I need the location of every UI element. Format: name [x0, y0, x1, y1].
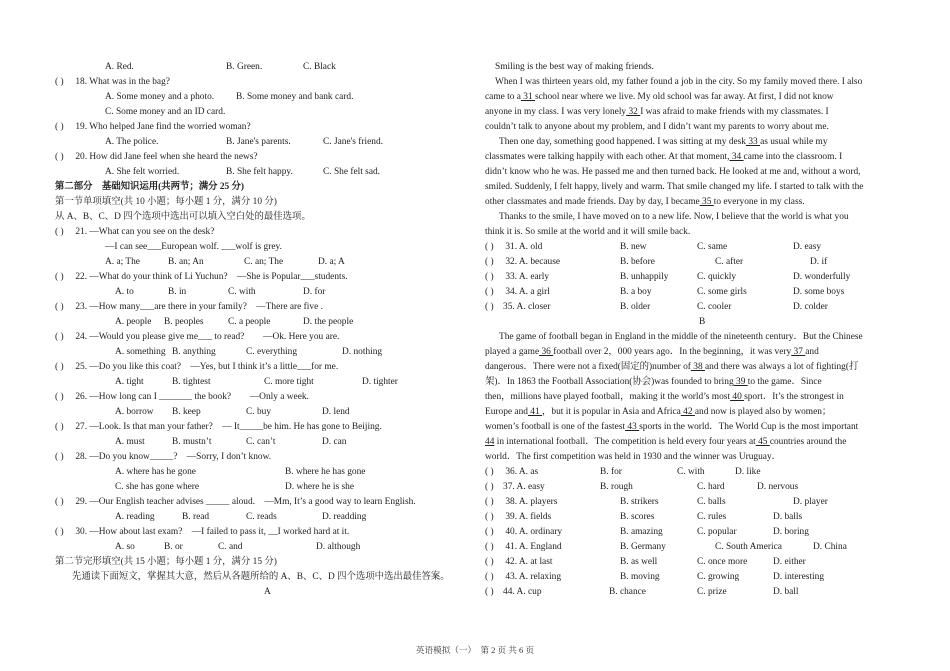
- q30-option-d: D. although: [316, 542, 361, 552]
- q44-option-b: B. chance: [609, 587, 646, 597]
- passage2-line: dangerous．There were not a fixed(固定的)number of 38 and there was always a lot of fighting(打: [485, 362, 859, 372]
- q42-option-b: B. as well: [620, 557, 658, 567]
- q31-option-b: B. new: [620, 242, 647, 252]
- passage1-title: Smiling is the best way of making friends.: [495, 62, 654, 72]
- blank-32: 32: [626, 107, 641, 117]
- q24-stem: ( ) 24. —Would you please give me___ to read? —Ok. Here you are.: [55, 332, 340, 342]
- q34-option-d: D. some boys: [793, 287, 845, 297]
- q33-option-d: D. wonderfully: [793, 272, 851, 282]
- blank-41: 41: [527, 407, 543, 417]
- q32-option-b: B. before: [620, 257, 655, 267]
- answer-bracket[interactable]: ( ): [55, 392, 64, 402]
- q17-option-a: A. Red.: [105, 62, 134, 72]
- q41-row: ( ) 41. A. England: [485, 542, 562, 552]
- q32-row: ( ) 32. A. because: [485, 257, 561, 267]
- q34-row: ( ) 34. A. a girl: [485, 287, 550, 297]
- q29-stem: ( ) 29. —Our English teacher advises _____ aloud. —Mm, It’s a good way to learn English.: [55, 497, 416, 507]
- q19-stem: ( ) 19. Who helped Jane find the worried woman?: [55, 122, 251, 132]
- passage1-line: other classmates and made friends. Day by day, I became 35 to everyone in my class.: [485, 197, 805, 207]
- blank-34: 34: [729, 152, 744, 162]
- part2-title: 第二部分 基础知识运用(共两节；满分 25 分): [55, 182, 245, 192]
- q38-option-d: D. player: [793, 497, 828, 507]
- q22-option-c: C. with: [228, 287, 256, 297]
- passage2-line: The game of football began in England in the middle of the nineteenth century．But the Chinese: [499, 332, 863, 342]
- blank-31: 31: [520, 92, 535, 102]
- answer-bracket[interactable]: ( ): [55, 77, 64, 87]
- q36-option-b: B. for: [600, 467, 622, 477]
- q19-option-c: C. Jane's friend.: [323, 137, 384, 147]
- answer-bracket[interactable]: ( ): [485, 467, 494, 477]
- q33-option-c: C. quickly: [697, 272, 737, 282]
- q29-option-a: A. reading: [115, 512, 155, 522]
- q19-option-a: A. The police.: [105, 137, 159, 147]
- q28-option-c: C. she has gone where: [115, 482, 200, 492]
- q29-option-b: B. read: [182, 512, 210, 522]
- q38-option-c: C. balls: [697, 497, 726, 507]
- passage1-line: When I was thirteen years old, my father found a job in the city. So my family moved there. I also: [495, 77, 863, 87]
- q22-stem: ( ) 22. —What do your think of Li Yuchun? —She is Popular___students.: [55, 272, 348, 282]
- q17-option-c: C. Black: [303, 62, 336, 72]
- answer-bracket[interactable]: ( ): [55, 422, 64, 432]
- q26-option-a: A. borrow: [115, 407, 154, 417]
- answer-bracket[interactable]: ( ): [485, 542, 494, 552]
- q44-row: ( ) 44. A. cup: [485, 587, 542, 597]
- q28-stem: ( ) 28. —Do you know_____? —Sorry, I don’t know.: [55, 452, 272, 462]
- q27-option-d: D. can: [322, 437, 347, 447]
- answer-bracket[interactable]: ( ): [485, 257, 494, 267]
- q41-option-b: B. Germany: [620, 542, 666, 552]
- answer-bracket[interactable]: ( ): [55, 362, 64, 372]
- q35-option-b: B. older: [620, 302, 651, 312]
- passage1-line: classmates were talking happily with each other. At that moment, 34 came into the classroom. I: [485, 152, 843, 162]
- q18-option-a: A. Some money and a photo.: [105, 92, 215, 102]
- q43-row: ( ) 43. A. relaxing: [485, 572, 562, 582]
- answer-bracket[interactable]: ( ): [55, 152, 64, 162]
- answer-bracket[interactable]: ( ): [485, 242, 494, 252]
- q33-option-b: B. unhappily: [620, 272, 669, 282]
- answer-bracket[interactable]: ( ): [55, 452, 64, 462]
- q21-option-c: C. an; The: [244, 257, 284, 267]
- q25-stem: ( ) 25. —Do you like this coat? —Yes, but I think it’s a little___for me.: [55, 362, 339, 372]
- blank-39: 39: [733, 377, 748, 387]
- q38-row: ( ) 38. A. players: [485, 497, 558, 507]
- q23-option-c: C. a people: [228, 317, 271, 327]
- answer-bracket[interactable]: ( ): [485, 497, 494, 507]
- passage2-line: then，millions have played football，making it the world’s most 40 sport．It’s the strongest in: [485, 392, 844, 402]
- answer-mark-a: A: [264, 587, 271, 597]
- q40-option-d: D. boring: [773, 527, 809, 537]
- answer-bracket[interactable]: ( ): [485, 272, 494, 282]
- q21-line2: —I can see___European wolf. ___wolf is grey.: [105, 242, 282, 252]
- q27-option-c: C. can’t: [246, 437, 276, 447]
- q39-option-c: C. rules: [697, 512, 727, 522]
- q39-option-d: D. balls: [773, 512, 803, 522]
- answer-bracket[interactable]: ( ): [485, 482, 494, 492]
- q23-option-a: A. people: [115, 317, 152, 327]
- q23-option-b: B. peoples: [164, 317, 204, 327]
- q25-option-d: D. tighter: [362, 377, 398, 387]
- q27-option-b: B. mustn’t: [172, 437, 212, 447]
- q44-option-c: C. prize: [697, 587, 727, 597]
- q43-option-c: C. growing: [697, 572, 740, 582]
- passage1-line: Thanks to the smile, I have moved on to a new life. Now, I believe that the world is what you: [499, 212, 849, 222]
- q29-option-d: D. readding: [322, 512, 367, 522]
- q18-option-c: C. Some money and an ID card.: [105, 107, 226, 117]
- section2-instructions: 先通读下面短文，掌握其大意，然后从各题所给的 A、B、C、D 四个选项中选出最佳答案。: [72, 572, 450, 582]
- q21-option-b: B. an; An: [168, 257, 204, 267]
- blank-42: 42: [680, 407, 695, 417]
- q27-option-a: A. must: [115, 437, 145, 447]
- q37-option-b: B. rough: [600, 482, 633, 492]
- answer-bracket[interactable]: ( ): [55, 122, 64, 132]
- q22-option-a: A. to: [115, 287, 134, 297]
- passage1-line: couldn’t talk to anyone about my problem, and I didn’t want my parents to worry about me.: [485, 122, 829, 132]
- q30-stem: ( ) 30. —How about last exam? —I failed to pass it, __I worked hard at it.: [55, 527, 350, 537]
- passage2-line: played a game 36 football over 2，000 years ago．In the beginning，it was very 37 and: [485, 347, 819, 357]
- section1-instructions: 从 A、B、C、D 四个选项中选出可以填入空白处的最佳选项。: [55, 212, 311, 222]
- q21-option-a: A. a; The: [105, 257, 140, 267]
- q30-option-b: B. or: [164, 542, 183, 552]
- q37-option-c: C. hard: [697, 482, 725, 492]
- q17-option-b: B. Green.: [226, 62, 263, 72]
- answer-bracket[interactable]: ( ): [55, 227, 64, 237]
- q27-stem: ( ) 27. —Look. Is that man your father? — It_____be him. He has gone to Beijing.: [55, 422, 382, 432]
- passage2-line: Europe and 41 ，but it is popular in Asia and Africa 42 and now is played also by women；: [485, 407, 832, 417]
- q39-row: ( ) 39. A. fields: [485, 512, 552, 522]
- q31-row: ( ) 31. A. old: [485, 242, 543, 252]
- passage2-line: world．The first competition was held in 1930 and the winner was Uruguay．: [485, 452, 782, 462]
- q36-option-c: C. with: [677, 467, 705, 477]
- q21-stem: ( ) 21. —What can you see on the desk?: [55, 227, 215, 237]
- q19-option-b: B. Jane's parents.: [226, 137, 291, 147]
- answer-bracket[interactable]: ( ): [485, 587, 494, 597]
- q32-option-d: D. if: [810, 257, 828, 267]
- q24-option-d: D. nothing: [342, 347, 383, 357]
- q37-option-d: D. nervous: [757, 482, 799, 492]
- q42-option-c: C. once more: [697, 557, 748, 567]
- blank-37: 37: [791, 347, 806, 357]
- q41-option-d: D. China: [813, 542, 847, 552]
- passage2-line: 架)．In 1863 the Football Association(协会)was founded to bring 39 to the game．Since: [485, 377, 822, 387]
- q35-option-d: D. colder: [793, 302, 828, 312]
- q21-option-d: D. a; A: [318, 257, 345, 267]
- q35-option-c: C. cooler: [697, 302, 732, 312]
- q31-option-c: C. same: [697, 242, 728, 252]
- q20-option-b: B. She felt happy.: [226, 167, 293, 177]
- q41-option-c: C. South America: [715, 542, 782, 552]
- answer-bracket[interactable]: ( ): [55, 497, 64, 507]
- passage2-line: women’s football is one of the fastest 43 sports in the world．The World Cup is the most important: [485, 422, 859, 432]
- answer-bracket[interactable]: ( ): [485, 527, 494, 537]
- q34-option-c: C. some girls: [697, 287, 747, 297]
- q32-option-c: C. after: [715, 257, 744, 267]
- q18-stem: ( ) 18. What was in the bag?: [55, 77, 170, 87]
- section2-title: 第二节完形填空(共 15 小题；每小题 1 分，满分 15 分): [55, 557, 277, 567]
- q20-option-a: A. She felt worried.: [105, 167, 180, 177]
- q25-option-b: B. tightest: [172, 377, 211, 387]
- q28-option-a: A. where has he gone: [115, 467, 196, 477]
- q44-option-d: D. ball: [773, 587, 799, 597]
- passage1-line: think it is. So smile at the world and it will smile back.: [485, 227, 691, 237]
- passage1-line: anyone in my class. I was very lonely 32 I was afraid to make friends with my classmates. I: [485, 107, 829, 117]
- q34-option-b: B. a boy: [620, 287, 652, 297]
- q39-option-b: B. scores: [620, 512, 655, 522]
- q42-option-d: D. either: [773, 557, 806, 567]
- q25-option-c: C. more tight: [264, 377, 314, 387]
- passage1-line: came to a 31 school near where we live. My old school was far away. At first, I did not know: [485, 92, 834, 102]
- q42-row: ( ) 42. A. at last: [485, 557, 553, 567]
- q30-option-a: A. so: [115, 542, 135, 552]
- q36-row: ( ) 36. A. as: [485, 467, 539, 477]
- q28-option-b: B. where he has gone: [285, 467, 366, 477]
- answer-bracket[interactable]: ( ): [55, 272, 64, 282]
- q28-option-d: D. where he is she: [285, 482, 354, 492]
- answer-bracket[interactable]: ( ): [485, 287, 494, 297]
- answer-bracket[interactable]: ( ): [485, 572, 494, 582]
- answer-bracket[interactable]: ( ): [55, 302, 64, 312]
- q24-option-a: A. something: [115, 347, 166, 357]
- q18-option-b: B. Some money and bank card.: [236, 92, 354, 102]
- answer-bracket[interactable]: ( ): [485, 302, 494, 312]
- q35-row: ( ) 35. A. closer: [485, 302, 551, 312]
- answer-bracket[interactable]: ( ): [485, 557, 494, 567]
- q43-option-d: D. interesting: [773, 572, 825, 582]
- q20-stem: ( ) 20. How did Jane feel when she heard the news?: [55, 152, 258, 162]
- q25-option-a: A. tight: [115, 377, 144, 387]
- passage1-line: didn’t know who he was. He passed me and then turned back. He looked at me and, without a word,: [485, 167, 861, 177]
- blank-38: 38: [690, 362, 705, 372]
- q22-option-d: D. for: [303, 287, 326, 297]
- q36-option-d: D. like: [735, 467, 761, 477]
- q31-option-d: D. easy: [793, 242, 822, 252]
- q26-option-c: C. buy: [246, 407, 272, 417]
- q38-option-b: B. strikers: [620, 497, 659, 507]
- blank-35: 35: [699, 197, 714, 207]
- q26-option-d: D. lend: [322, 407, 350, 417]
- q24-option-c: C. everything: [246, 347, 298, 357]
- answer-bracket[interactable]: ( ): [55, 332, 64, 342]
- q37-row: ( ) 37. A. easy: [485, 482, 545, 492]
- blank-45: 45: [755, 437, 770, 447]
- q22-option-b: B. in: [168, 287, 187, 297]
- blank-36: 36: [539, 347, 554, 357]
- q23-option-d: D. the people: [303, 317, 354, 327]
- q26-option-b: B. keep: [172, 407, 201, 417]
- q43-option-b: B. moving: [620, 572, 660, 582]
- q40-option-b: B. amazing: [620, 527, 663, 537]
- answer-bracket[interactable]: ( ): [485, 512, 494, 522]
- passage1-line: smiled. Suddenly, I felt happy, lively and warm. That smile changed my life. I started to talk with the: [485, 182, 864, 192]
- q40-option-c: C. popular: [697, 527, 737, 537]
- blank-44: 44: [485, 437, 495, 447]
- q40-row: ( ) 40. A. ordinary: [485, 527, 563, 537]
- blank-33: 33: [746, 137, 761, 147]
- q24-option-b: B. anything: [172, 347, 216, 357]
- q29-option-c: C. reads: [246, 512, 277, 522]
- blank-43: 43: [625, 422, 640, 432]
- answer-bracket[interactable]: ( ): [55, 527, 64, 537]
- q23-stem: ( ) 23. —How many___are there in your family? —There are five .: [55, 302, 323, 312]
- blank-40: 40: [730, 392, 745, 402]
- passage2-line: 44 in international football．The competition is held every four years at 45 countries around the: [485, 437, 847, 447]
- page-footer: 英语模拟（一） 第 2 页 共 6 页: [415, 645, 535, 655]
- q26-stem: ( ) 26. —How long can I _______ the book? —Only a week.: [55, 392, 309, 402]
- passage1-line: Then one day, something good happened. I was sitting at my desk 33 as usual while my: [499, 137, 828, 147]
- q33-row: ( ) 33. A. early: [485, 272, 550, 282]
- section1-title: 第一节单项填空(共 10 小题；每小题 1 分，满分 10 分): [55, 197, 277, 207]
- q30-option-c: C. and: [218, 542, 243, 552]
- answer-mark-b: B: [699, 317, 706, 327]
- q20-option-c: C. She felt sad.: [323, 167, 381, 177]
